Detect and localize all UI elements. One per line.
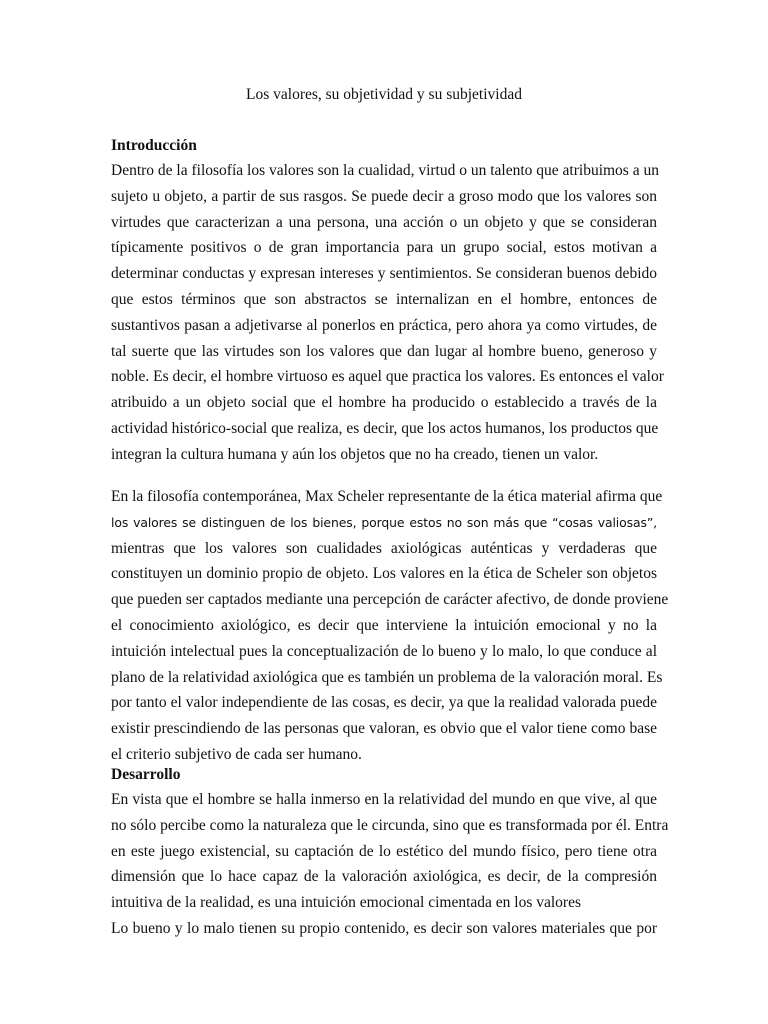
paragraph xyxy=(111,484,669,768)
section-heading: Introducción xyxy=(111,137,197,154)
section-desarrollo xyxy=(111,765,657,785)
text-line: dimensión que lo hace capaz de la valoración axiológica, es decir, de la compresión xyxy=(111,868,657,886)
text-line: que estos términos que son abstractos se internalizan en el hombre, entonces de xyxy=(111,290,657,308)
text-line: el criterio subjetivo de cada ser humano. xyxy=(111,745,362,763)
text-line: Lo bueno y lo malo tienen su propio contenido, es decir son valores materiales que por xyxy=(111,919,657,937)
text-line: noble. Es decir, el hombre virtuoso es aquel que practica los valores. Es entonces el valor xyxy=(111,368,664,386)
text-line: integran la cultura humana y aún los objetos que no ha creado, tienen un valor. xyxy=(111,445,599,463)
text-line: intuitiva de la realidad, es una intuición emocional cimentada en los valores xyxy=(111,894,582,912)
text-line: constituyen un dominio propio de objeto. Los valores en la ética de Scheler son objetos xyxy=(111,565,657,583)
text-line: actividad histórico-social que realiza, es decir, que los actos humanos, los productos que xyxy=(111,419,659,437)
text-line: En la filosofía contemporánea, Max Scheler representante de la ética material afirma que xyxy=(111,488,663,505)
text-line: En vista que el hombre se halla inmerso en la relatividad del mundo en que vive, al que xyxy=(111,791,657,808)
text-line: Dentro de la filosofía los valores son la cualidad, virtud o un talento que atribuimos a un xyxy=(111,162,659,179)
text-line: intuición intelectual pues la conceptualización de lo bueno y lo malo, lo que conduce al xyxy=(111,642,657,660)
text-line: los valores se distinguen de los bienes, porque estos no son más que “cosas valiosas”, xyxy=(111,514,657,530)
text-line: sustantivos pasan a adjetivarse al ponerlos en práctica, pero ahora ya como virtudes, de xyxy=(111,316,657,334)
text-line: el conocimiento axiológico, es decir que interviene la intuición emocional y no la xyxy=(111,616,657,634)
text-line: plano de la relatividad axiológica que es también un problema de la valoración moral. Es xyxy=(111,668,663,686)
text-line: determinar conductas y expresan intereses y sentimientos. Se consideran buenos debido xyxy=(111,265,657,283)
text-line: por tanto el valor independiente de las cosas, es decir, ya que la realidad valorada puede xyxy=(111,694,657,712)
paragraph xyxy=(111,158,664,468)
text-line: sujeto u objeto, a partir de sus rasgos. Se puede decir a groso modo que los valores son xyxy=(111,187,657,205)
text-line: que pueden ser captados mediante una percepción de carácter afectivo, de donde proviene xyxy=(111,591,669,609)
section-heading: Desarrollo xyxy=(111,766,181,783)
text-line: mientras que los valores son cualidades axiológicas auténticas y verdaderas que xyxy=(111,539,657,557)
text-line: no sólo percibe como la naturaleza que le circunda, sino que es transformada por él. Entra xyxy=(111,816,669,834)
text-line: virtudes que caracterizan a una persona, una acción o un objeto y que se consideran xyxy=(111,213,657,231)
section-introduccion xyxy=(111,136,657,156)
text-line: atribuido a un objeto social que el hombre ha producido o establecido a través de la xyxy=(111,394,657,412)
text-line: tal suerte que las virtudes son los valores que dan lugar al hombre bueno, generoso y xyxy=(111,342,657,360)
paragraph xyxy=(111,787,669,942)
text-line: típicamente positivos o de gran importancia para un grupo social, estos motivan a xyxy=(111,239,657,257)
text-line: en este juego existencial, su captación de lo estético del mundo físico, pero tiene otra xyxy=(111,842,657,860)
document-title: Los valores, su objetividad y su subjetividad xyxy=(246,86,522,103)
text-line: existir prescindiendo de las personas que valoran, es obvio que el valor tiene como base xyxy=(111,720,657,738)
